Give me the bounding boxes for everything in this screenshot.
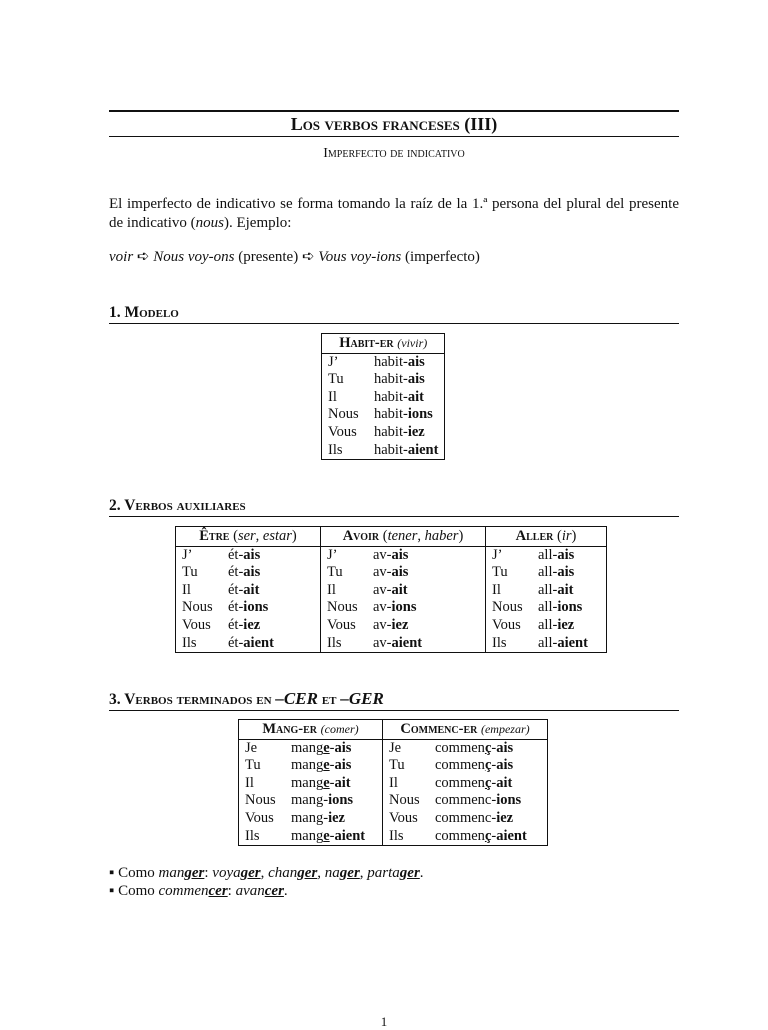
verb-ending: ais xyxy=(243,546,261,563)
pronoun: J’ xyxy=(486,546,533,564)
verb-stem: mang xyxy=(291,809,324,826)
verb-stem-change: e xyxy=(323,774,330,791)
verb-form xyxy=(429,810,548,828)
verb-form xyxy=(285,810,383,828)
verb-form xyxy=(285,792,383,810)
verb-dash: - xyxy=(323,809,329,826)
pronoun: Tu xyxy=(182,564,198,581)
example-stem: parta xyxy=(367,865,400,881)
intro-paragraph: El imperfecto de indicativo se forma tomando la raíz de la 1.ª persona del plural del presente de indicativo (nous). Ejemplo: xyxy=(109,196,679,231)
verb-form xyxy=(367,599,486,617)
verb-form xyxy=(429,757,548,775)
verb-ending: iez xyxy=(557,616,575,633)
verb-ending: ais xyxy=(407,371,425,388)
note-item xyxy=(109,882,288,900)
table-row xyxy=(176,564,607,582)
pronoun: Il xyxy=(486,582,533,600)
verb-dash: - xyxy=(491,827,497,844)
verb-form xyxy=(368,371,445,389)
verb-ending: ions xyxy=(243,599,269,616)
verb-form xyxy=(429,775,548,793)
example-stem: avan xyxy=(235,883,265,899)
page-number: 1 xyxy=(380,1014,388,1029)
verb-ending: iez xyxy=(496,809,514,826)
verb-ending: ais xyxy=(496,739,514,756)
verb-ending: ais xyxy=(407,353,425,370)
verb-stem: ét- xyxy=(228,599,244,616)
verb-stem: av- xyxy=(373,581,392,598)
verb-ending: ais xyxy=(334,739,352,756)
pronoun: Tu xyxy=(486,564,533,582)
verb-stem-change: e xyxy=(323,827,330,844)
verb-ending: ions xyxy=(328,792,354,809)
verb-form xyxy=(367,617,486,635)
cer-ger-conjugation-table xyxy=(238,719,548,846)
verb-stem: habit- xyxy=(374,353,408,370)
note-model xyxy=(159,883,228,899)
section-heading-modelo: 1. Modelo xyxy=(109,304,179,321)
table-row xyxy=(322,353,445,371)
verb-form xyxy=(222,582,321,600)
table-header: Habit-er (vivir) xyxy=(322,334,445,354)
pronoun: Ils xyxy=(383,828,430,846)
verb-stem: all- xyxy=(538,599,558,616)
page-title: Los verbos franceses (III) xyxy=(290,114,498,134)
verb-stem: all- xyxy=(538,546,558,563)
verb-form xyxy=(222,635,321,653)
pronoun: Ils xyxy=(321,635,368,653)
arrow-icon: ➪ xyxy=(301,249,315,265)
section-heading-cer-ger: 3. Verbos terminados en –CER et –GER xyxy=(109,689,384,708)
verb-form xyxy=(532,635,607,653)
pronoun: J’ xyxy=(182,546,193,563)
verb-stem: mang xyxy=(291,774,324,791)
verb-form xyxy=(368,424,445,442)
table-row xyxy=(239,810,548,828)
verb-stem: mang xyxy=(291,739,324,756)
verb-stem-change: e xyxy=(323,739,330,756)
table-header-commencer: Commenc-er (empezar) xyxy=(383,720,548,740)
verb-stem-change: ç xyxy=(484,774,492,791)
verb-form xyxy=(222,546,321,564)
verb-stem: ét- xyxy=(228,634,244,651)
verb-ending: ais xyxy=(496,757,514,774)
pronoun: Ils xyxy=(486,635,533,653)
table-header-aller: Aller (ir) xyxy=(486,527,607,547)
table-row xyxy=(322,389,445,407)
table-row xyxy=(239,828,548,846)
pronoun: Il xyxy=(182,581,191,598)
title-bottom-rule xyxy=(109,136,679,137)
section-3-rule xyxy=(109,710,679,711)
pronoun: Tu xyxy=(328,371,344,388)
verb-form xyxy=(222,599,321,617)
model-ending: cer xyxy=(208,883,228,899)
verb-stem: av- xyxy=(373,599,392,616)
example-ending: ger xyxy=(399,865,420,881)
verb-form xyxy=(367,564,486,582)
verb-form xyxy=(532,564,607,582)
verb-form xyxy=(285,775,383,793)
verb-ending: ais xyxy=(391,564,409,581)
table-row xyxy=(322,424,445,442)
verb-stem: commen xyxy=(435,827,485,844)
section-heading-auxiliares: 2. Verbos auxiliares xyxy=(109,497,246,514)
pronoun: Tu xyxy=(245,757,261,774)
note-punct: , xyxy=(317,865,325,881)
pronoun: Ils xyxy=(328,441,343,458)
bullet-icon: ▪ xyxy=(109,865,119,881)
verb-form xyxy=(532,599,607,617)
note-model xyxy=(159,865,205,881)
verb-ending: aient xyxy=(243,634,274,651)
verb-stem: habit- xyxy=(374,423,408,440)
verb-dash: - xyxy=(491,774,497,791)
verb-dash: - xyxy=(329,757,335,774)
note-example xyxy=(325,865,360,881)
note-colon: : xyxy=(204,865,213,881)
title-top-rule xyxy=(109,110,679,112)
verb-ending: iez xyxy=(328,809,345,826)
verb-ending: iez xyxy=(391,616,409,633)
verb-stem: habit- xyxy=(374,441,408,458)
verb-form xyxy=(429,739,548,757)
verb-form xyxy=(368,389,445,407)
verb-ending: iez xyxy=(407,423,425,440)
pronoun: Vous xyxy=(245,809,274,826)
verb-stem: commenc xyxy=(435,792,492,809)
pronoun: Il xyxy=(328,388,337,405)
verb-stem: habit- xyxy=(374,371,408,388)
verb-form xyxy=(367,582,486,600)
intro-example: voir ➪ Nous voy-ons (presente) ➪ Vous voy-ions (imperfecto) xyxy=(109,249,480,265)
verb-stem: mang xyxy=(291,792,324,809)
note-punct: . xyxy=(419,865,424,881)
pronoun: Ils xyxy=(245,827,260,844)
table-row xyxy=(176,599,607,617)
verb-stem: ét- xyxy=(228,581,244,598)
verb-stem: av- xyxy=(373,634,392,651)
verb-stem: av- xyxy=(373,546,392,563)
note-example xyxy=(212,865,260,881)
table-header-manger: Mang-er (comer) xyxy=(239,720,383,740)
pronoun: Vous xyxy=(182,616,211,633)
table-row xyxy=(176,635,607,653)
example-stem: na xyxy=(324,865,340,881)
table-row xyxy=(176,546,607,564)
pronoun: Nous xyxy=(321,599,368,617)
arrow-icon: ➪ xyxy=(136,249,150,265)
table-header-avoir: Avoir (tener, haber) xyxy=(321,527,486,547)
pronoun: Nous xyxy=(486,599,533,617)
verb-stem: mang xyxy=(291,827,324,844)
model-conjugation-table xyxy=(321,333,445,460)
pronoun: Il xyxy=(321,582,368,600)
verb-dash: - xyxy=(329,739,335,756)
page-subtitle: Imperfecto de indicativo xyxy=(323,146,465,161)
verb-stem-change: ç xyxy=(484,739,492,756)
verb-stem: av- xyxy=(373,564,392,581)
verb-stem: all- xyxy=(538,564,558,581)
verb-stem: ét- xyxy=(228,564,244,581)
verb-stem-change: ç xyxy=(484,827,492,844)
pronoun: Il xyxy=(383,775,430,793)
table-header-etre: Être (ser, estar) xyxy=(176,527,321,547)
table-row xyxy=(239,739,548,757)
verb-dash: - xyxy=(329,774,335,791)
verb-ending: ions xyxy=(391,599,417,616)
model-ending: ger xyxy=(184,865,205,881)
model-stem: commen xyxy=(158,883,209,899)
section-2-rule xyxy=(109,516,679,517)
verb-stem: all- xyxy=(538,581,558,598)
verb-ending: ais xyxy=(334,757,352,774)
pronoun: J’ xyxy=(321,546,368,564)
table-row xyxy=(322,442,445,460)
example-ending: ger xyxy=(240,865,261,881)
verb-form xyxy=(532,546,607,564)
table-row xyxy=(176,617,607,635)
table-row xyxy=(239,757,548,775)
verb-ending: ais xyxy=(557,546,575,563)
verb-stem: av- xyxy=(373,616,392,633)
verb-stem: commen xyxy=(435,757,485,774)
verb-stem-change: e xyxy=(323,757,330,774)
bullet-icon: ▪ xyxy=(109,883,119,899)
pronoun: Je xyxy=(245,739,258,756)
pronoun: Nous xyxy=(245,792,276,809)
auxiliary-conjugation-table xyxy=(175,526,607,653)
verb-stem: ét- xyxy=(228,546,244,563)
verb-form xyxy=(367,546,486,564)
verb-stem: commenc xyxy=(435,809,492,826)
verb-ending: aient xyxy=(407,441,439,458)
example-stem: voya xyxy=(212,865,241,881)
verb-ending: ais xyxy=(557,564,575,581)
verb-stem: habit- xyxy=(374,406,408,423)
verb-dash: - xyxy=(491,739,497,756)
verb-ending: ions xyxy=(407,406,433,423)
note-colon: : xyxy=(227,883,236,899)
pronoun: Vous xyxy=(328,423,357,440)
pronoun: Vous xyxy=(321,617,368,635)
verb-dash: - xyxy=(491,809,497,826)
note-punct: , xyxy=(260,865,269,881)
verb-ending: aient xyxy=(496,827,527,844)
verb-stem: habit- xyxy=(374,388,408,405)
example-ending: ger xyxy=(297,865,318,881)
table-row xyxy=(239,792,548,810)
verb-form xyxy=(532,617,607,635)
section-1-rule xyxy=(109,323,679,324)
verb-ending: ions xyxy=(496,792,522,809)
verb-form xyxy=(532,582,607,600)
table-row xyxy=(239,775,548,793)
note-lead: Como xyxy=(118,865,159,881)
table-row xyxy=(322,371,445,389)
verb-stem: mang xyxy=(291,757,324,774)
verb-ending: ait xyxy=(496,774,513,791)
verb-ending: iez xyxy=(243,616,261,633)
verb-ending: aient xyxy=(334,827,366,844)
verb-ending: ais xyxy=(243,564,261,581)
note-punct: , xyxy=(359,865,368,881)
pronoun: Vous xyxy=(383,810,430,828)
verb-ending: ions xyxy=(557,599,583,616)
verb-form xyxy=(285,828,383,846)
verb-ending: aient xyxy=(391,634,423,651)
pronoun: Je xyxy=(383,739,430,757)
note-example xyxy=(236,883,284,899)
note-lead: Como xyxy=(118,883,159,899)
verb-stem: commen xyxy=(435,774,485,791)
verb-form xyxy=(367,635,486,653)
note-example xyxy=(268,865,317,881)
verb-dash: - xyxy=(491,792,497,809)
pronoun: Tu xyxy=(321,564,368,582)
verb-stem: all- xyxy=(538,634,558,651)
example-ending: cer xyxy=(264,883,284,899)
table-row xyxy=(176,582,607,600)
verb-form xyxy=(368,442,445,460)
pronoun: Ils xyxy=(182,634,197,651)
example-ending: ger xyxy=(339,865,360,881)
verb-ending: ait xyxy=(243,581,260,598)
verb-form xyxy=(368,406,445,424)
pronoun: Nous xyxy=(328,406,359,423)
verb-ending: ait xyxy=(391,581,408,598)
note-example xyxy=(367,865,420,881)
verb-form xyxy=(368,353,445,371)
note-item xyxy=(109,864,424,882)
verb-form xyxy=(429,828,548,846)
example-stem: chan xyxy=(268,865,298,881)
pronoun: J’ xyxy=(328,353,339,370)
verb-ending: aient xyxy=(557,634,588,651)
verb-form xyxy=(222,564,321,582)
verb-ending: ait xyxy=(334,774,351,791)
verb-stem-change: ç xyxy=(484,757,492,774)
pronoun: Nous xyxy=(383,792,430,810)
verb-dash: - xyxy=(323,792,329,809)
table-row xyxy=(322,406,445,424)
model-stem: man xyxy=(158,865,185,881)
note-punct: . xyxy=(283,883,288,899)
verb-ending: ais xyxy=(391,546,409,563)
verb-ending: ait xyxy=(407,388,424,405)
verb-stem: commen xyxy=(435,739,485,756)
pronoun: Nous xyxy=(182,599,213,616)
verb-form xyxy=(429,792,548,810)
pronoun: Vous xyxy=(486,617,533,635)
verb-dash: - xyxy=(329,827,335,844)
verb-form xyxy=(285,739,383,757)
pronoun: Il xyxy=(245,774,254,791)
verb-dash: - xyxy=(491,757,497,774)
verb-form xyxy=(285,757,383,775)
verb-ending: ait xyxy=(557,581,574,598)
pronoun: Tu xyxy=(383,757,430,775)
verb-form xyxy=(222,617,321,635)
verb-stem: all- xyxy=(538,616,558,633)
verb-stem: ét- xyxy=(228,616,244,633)
